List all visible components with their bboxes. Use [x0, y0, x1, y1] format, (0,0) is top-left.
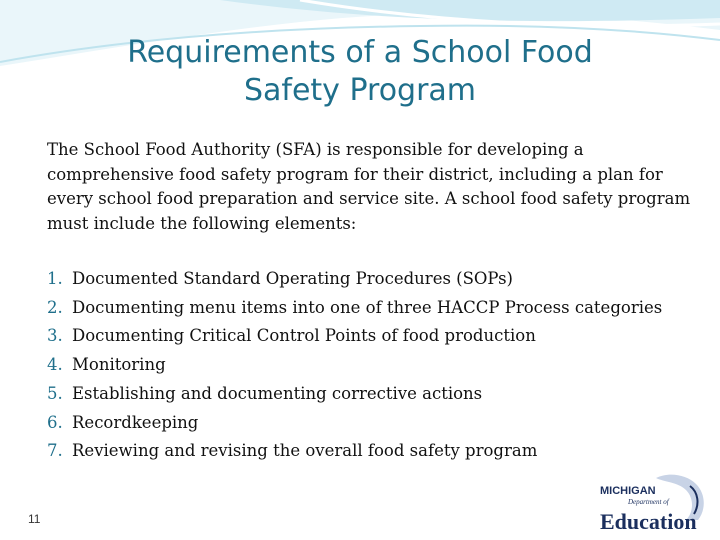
item-number: 4.: [47, 355, 63, 375]
item-text: Monitoring: [72, 355, 166, 375]
item-text: Documented Standard Operating Procedures (SOPs): [72, 269, 513, 288]
slide-number: 11: [28, 512, 41, 526]
list-item: [47, 437, 712, 466]
list-item: [47, 409, 712, 438]
requirements-list: [47, 265, 712, 466]
item-text: Establishing and documenting corrective actions: [72, 383, 483, 403]
title-line-2: Safety Program: [243, 73, 477, 108]
item-text: Recordkeeping: [72, 412, 199, 432]
michigan-education-logo: [598, 472, 708, 536]
item-number: 6.: [47, 412, 63, 432]
item-text: Documenting menu items into one of three HACCP Process categories: [72, 297, 663, 317]
logo-education-text: Education: [600, 509, 697, 534]
slide-title: [60, 34, 660, 110]
item-number: 7.: [47, 441, 63, 461]
item-text: Documenting Critical Control Points of food production: [72, 326, 536, 346]
list-item: [47, 322, 712, 351]
item-number: 3.: [47, 326, 63, 346]
title-line-1: Requirements of a School Food: [127, 35, 593, 70]
intro-paragraph: The School Food Authority (SFA) is responsible for developing a comprehensive food safety program for their district, including a plan for every school food preparation and service site. A school food safety program must include the following elements:: [47, 140, 691, 233]
item-number: 2.: [47, 297, 63, 317]
item-text: Reviewing and revising the overall food safety program: [72, 441, 538, 461]
logo-michigan-text: MICHIGAN: [600, 485, 656, 497]
list-item: [47, 265, 712, 294]
item-number: 5.: [47, 383, 63, 403]
item-number: 1.: [47, 269, 63, 288]
list-item: [47, 351, 712, 380]
list-item: [47, 380, 712, 409]
logo-department-text: Department of: [628, 498, 669, 506]
list-item: [47, 294, 712, 323]
